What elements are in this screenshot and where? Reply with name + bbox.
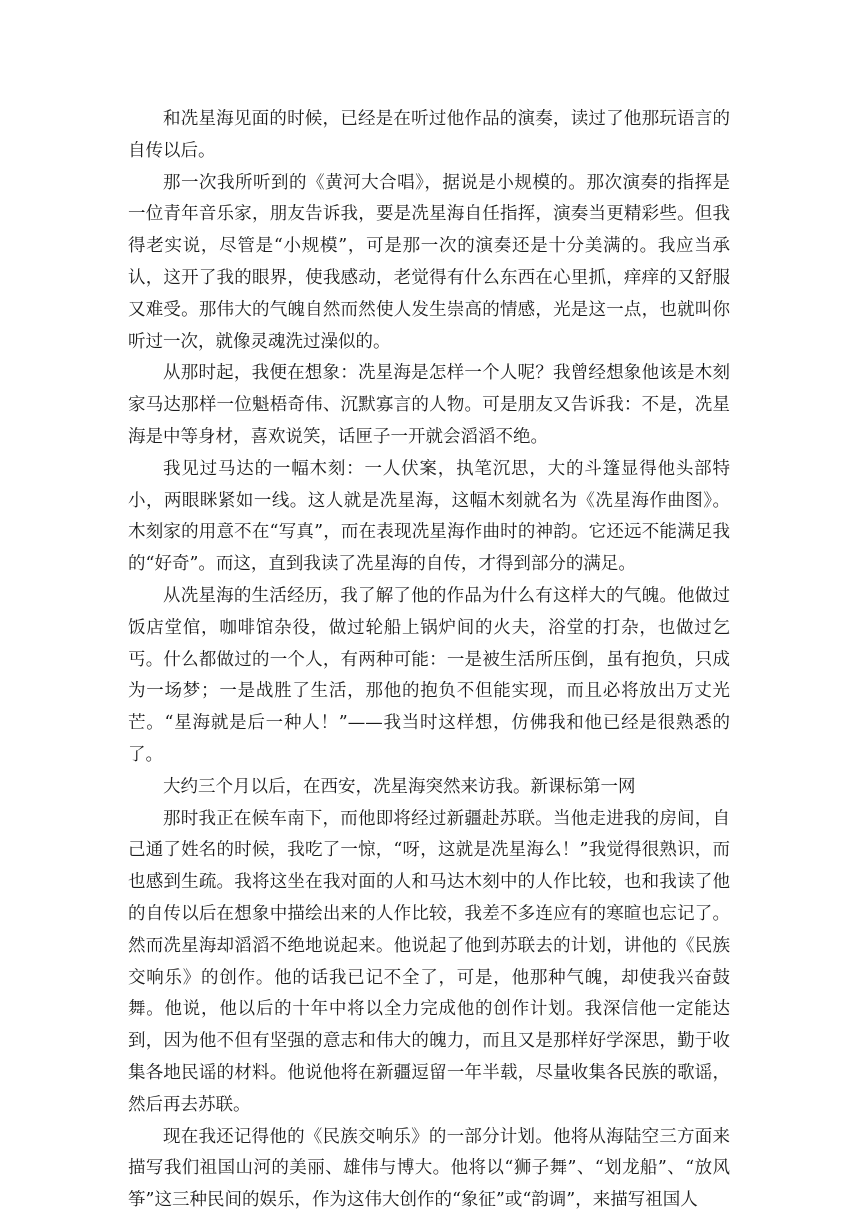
paragraph-3: 从那时起，我便在想象：冼星海是怎样一个人呢？我曾经想象他该是木刻家马达那样一位魁梧奇伟、沉默寡言的人物。可是朋友又告诉我：不是，冼星海是中等身材，喜欢说笑，话匣子一开就会滔滔不绝。 — [128, 363, 730, 447]
paragraph-6: 大约三个月以后，在西安，冼星海突然来访我。新课标第一网 — [163, 776, 636, 797]
paragraph-8: 现在我还记得他的《民族交响乐》的一部分计划。他将从海陆空三方面来描写我们祖国山河的美丽、雄伟与博大。他将以“狮子舞”、“划龙船”、“放风筝”这三种民间的娱乐，作为这伟大创作的“象征”或“韵调”，来描写祖国人 — [128, 1126, 730, 1211]
paragraph-1: 和冼星海见面的时候，已经是在听过他作品的演奏，读过了他那玩语言的自传以后。 — [128, 109, 730, 161]
document-body — [128, 104, 730, 1217]
paragraph-4: 我见过马达的一幅木刻：一人伏案，执笔沉思，大的斗篷显得他头部特小，两眼眯紧如一线。这人就是冼星海，这幅木刻就名为《冼星海作曲图》。木刻家的用意不在“写真”，而在表现冼星海作曲时的神韵。它还远不能满足我的“好奇”。而这，直到我读了冼星海的自传，才得到部分的满足。 — [128, 458, 730, 575]
paragraph-5: 从冼星海的生活经历，我了解了他的作品为什么有这样大的气魄。他做过饭店堂倌，咖啡馆杂役，做过轮船上锅炉间的火夫，浴堂的打杂，也做过乞丐。什么都做过的一个人，有两种可能：一是被生活所压倒，虽有抱负，只成为一场梦；一是战胜了生活，那他的抱负不但能实现，而且必将放出万丈光芒。“星海就是后一种人！”——我当时这样想，仿佛我和他已经是很熟悉的了。 — [128, 585, 730, 765]
paragraph-7: 那时我正在候车南下，而他即将经过新疆赴苏联。当他走进我的房间，自己通了姓名的时候，我吃了一惊，“呀，这就是冼星海么！”我觉得很熟识，而也感到生疏。我将这坐在我对面的人和马达木刻中的人作比较，也和我读了他的自传以后在想象中描绘出来的人作比较，我差不多连应有的寒暄也忘记了。然而冼星海却滔滔不绝地说起来。他说起了他到苏联去的计划，讲他的《民族交响乐》的创作。他的话我已记不全了，可是，他那种气魄，却使我兴奋鼓舞。他说，他以后的十年中将以全力完成他的创作计划。我深信他一定能达到，因为他不但有坚强的意志和伟大的魄力，而且又是那样好学深思，勤于收集各地民谣的材料。他说他将在新疆逗留一年半载，尽量收集各民族的歌谣，然后再去苏联。 — [128, 808, 730, 1115]
paragraph-2: 那一次我所听到的《黄河大合唱》，据说是小规模的。那次演奏的指挥是一位青年音乐家，朋友告诉我，要是冼星海自任指挥，演奏当更精彩些。但我得老实说，尽管是“小规模”，可是那一次的演奏还是十分美满的。我应当承认，这开了我的眼界，使我感动，老觉得有什么东西在心里抓，痒痒的又舒服又难受。那伟大的气魄自然而然使人发生崇高的情感，光是这一点，也就叫你听过一次，就像灵魂洗过澡似的。 — [128, 172, 730, 352]
